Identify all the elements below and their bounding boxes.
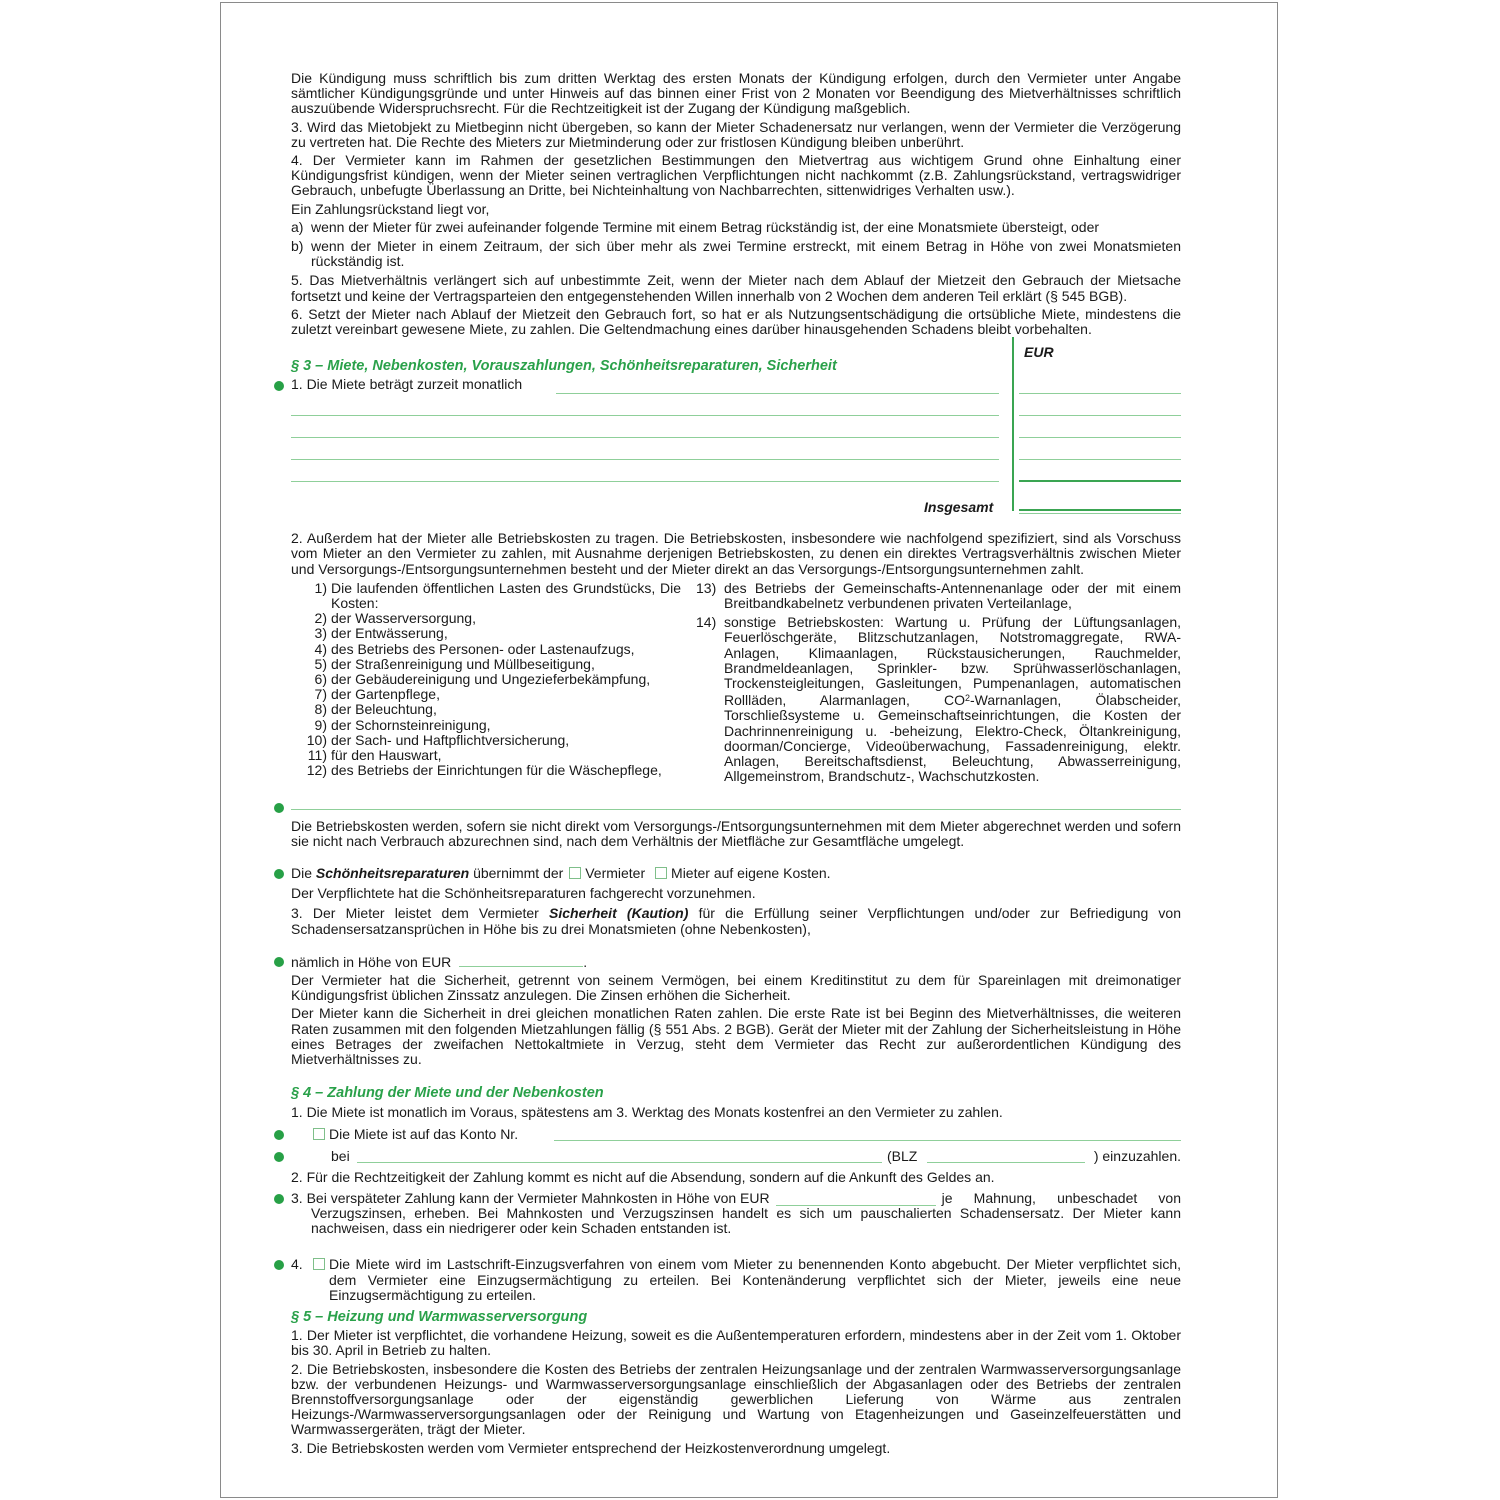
dunning-fee-field[interactable] (776, 1193, 936, 1206)
operating-costs-list (291, 581, 1181, 785)
section-4-heading: § 4 – Zahlung der Miete und der Nebenkosten (291, 1085, 604, 1102)
list-item: 5) der Straßenreinigung und Müllbeseitigung, (314, 655, 595, 672)
paragraph-repairs: Der Verpflichtete hat die Schönheitsreparaturen fachgerecht vorzunehmen. (291, 885, 756, 902)
rent-table (291, 343, 1181, 521)
rent-description-line[interactable] (556, 393, 999, 394)
eur-column-label: EUR (1024, 344, 1054, 361)
bank-row: bei (BLZ ) einzuzahlen. (291, 1149, 1181, 1165)
direct-debit-checkbox[interactable] (313, 1258, 325, 1270)
landlord-checkbox[interactable] (569, 867, 581, 879)
list-item: 13) des Betriebs der Gemeinschafts-Antennenanlage oder der mit einem Breitbandkabelnetz verbundenen privaten Verteilanlage, (696, 579, 1181, 612)
paragraph-5-3: 3. Die Betriebskosten werden vom Vermieter entsprechend der Heizkostenverordnung umgelegt. (291, 1439, 891, 1456)
list-item: 14) sonstige Betriebskosten: Wartung u. Prüfung der Lüftungsanlagen, Feuerlöschgeräte, Blitzschutzanlagen, Notstromaggregate, RWA-Anlagen, Klimaanlagen, Rückstausicherungen, Rauchmelder, Brandmeldeanlagen, Sprinkler- bzw. Sprühwasserlöschanlagen, Trockensteigleitungen, Gasleitungen, Pumpenanlagen, automatischen Rollläden, Alarmanlagen, $CO^2$-Warnanlagen, Ölabscheider, Torschließsysteme u. Gemeinschaftseinrichtungen, die Kosten der Dachrinnenreinigung u. -beheizung, Elektro-Check, Öltankreinigung, doorman/Concierge, Videoüberwachung, Fassadenreinigung, elektr. Anlagen, Bereitschaftsdienst, Beleuchtung, Abwasserreinigung, Allgemeinstrom, Brandschutz-, Wachschutzkosten. (696, 614, 1181, 785)
paragraph-5-1: 1. Der Mieter ist verpflichtet, die vorhandene Heizung, soweit es die Außentemperaturen erfordern, mindestens aber in der Zeit vom 1. Oktober bis 30. April in Betrieb zu halten. (291, 1327, 1181, 1359)
list-item: 12) des Betriebs der Einrichtungen für die Wäschepflege, (306, 762, 662, 779)
paragraph-2-6: 6. Setzt der Mieter nach Ablauf der Mietzeit den Gebrauch fort, so hat er als Nutzungsentschädigung die ortsübliche Miete, mindestens die zuletzt vereinbart gewesene Miete, zu zahlen. Die Geltendmachung eines darüber hinausgehenden Schadens bleibt vorbehalten. (291, 305, 1181, 338)
list-item: 8) der Beleuchtung, (314, 701, 437, 718)
paragraph-2-4: 4. Der Vermieter kann im Rahmen der gesetzlichen Bestimmungen den Mietvertrag aus wichtigem Grund ohne Einhaltung einer Kündigungsfrist kündigen, wenn der Mieter seinen vertraglichen Verpflichtungen nicht nachkommt (z.B. Zahlungsrückstand, vertragswidriger Gebrauch, unbefugte Überlassung an Dritte, bei Nichteinhaltung von Nachbarrechten, sittenwidriges Verhalten usw.). (291, 152, 1181, 199)
extra-costs-line[interactable] (291, 809, 1181, 810)
fill-in-marker (274, 381, 284, 391)
paragraph-3-3: 3. Der Mieter leistet dem Vermieter Sicherheit (Kaution) für die Erfüllung seiner Verpflichtungen und/oder zur Befriedigung von Schadensersatzansprüchen in Höhe bis zu drei Monatsmieten (ohne Nebenkosten), (291, 905, 1181, 937)
list-item: 11) für den Hauswart, (307, 747, 442, 764)
rent-subtotal-line (1019, 480, 1181, 482)
fill-in-marker (274, 1130, 284, 1140)
bank-name-field[interactable] (357, 1162, 882, 1163)
paragraph-4-3: 3. Bei verspäteter Zahlung kann der Vermieter Mahnkosten in Höhe von EUR je Mahnung, unbeschadet von Verzugszinsen, erheben. Bei Mahnkosten und Verzugszinsen handelt es sich um pauschalierten Schadensersatz. Der Mieter kann nachweisen, dass ein niedrigerer oder kein Schaden entstanden ist. (291, 1191, 1181, 1237)
list-item: 1) Die laufenden öffentlichen Lasten des Grundstücks, Die Kosten: (314, 579, 681, 612)
paragraph-4-2: 2. Für die Rechtzeitigkeit der Zahlung kommt es nicht auf die Absendung, sondern auf die Ankunft des Geldes an. (291, 1168, 995, 1185)
fill-in-marker (274, 1260, 284, 1270)
rent-description-line[interactable] (291, 459, 999, 460)
list-item: 3) der Entwässerung, (314, 625, 448, 642)
repairs-row: Die Schönheitsreparaturen übernimmt der Vermieter Mieter auf eigene Kosten. (291, 866, 1181, 881)
paragraph-4-1: 1. Die Miete ist monatlich im Voraus, spätestens am 3. Werktag des Monats kostenfrei an den Vermieter zu zahlen. (291, 1104, 1003, 1121)
table-divider (1012, 337, 1014, 511)
total-label: Insgesamt (924, 499, 994, 516)
operating-costs-left (291, 581, 681, 785)
fill-in-marker (274, 1152, 284, 1162)
paragraph-umlage: Die Betriebskosten werden, sofern sie nicht direkt vom Versorgungs-/Entsorgungsunternehmen mit dem Mieter abgerechnet werden und sofern sie nicht nach Verbrauch abzurechnen sind, nach dem Verhältnis der Mietfläche zur Gesamtfläche umgelegt. (291, 817, 1181, 849)
list-item-b: b) wenn der Mieter in einem Zeitraum, der sich über mehr als zwei Termine erstreckt, mit einem Betrag in Höhe von zwei Monatsmieten rückständig ist. (291, 238, 1181, 270)
account-number-field[interactable] (554, 1140, 1181, 1141)
paragraph-5-2: 2. Die Betriebskosten, insbesondere die Kosten des Betriebs der zentralen Heizungsanlage und der zentralen Warmwasserversorgungsanlage bzw. der verbundenen Heizungs- und Warmwasserversorgungsanlage einschließlich der Abgasanlagen oder des Betriebs der zentralen Brennstoffversorgungsanlage oder der eigenständig gewerblichen Lieferung von Wärme aus zentralen Heizungs-/Warmwasserversorgungsanlagen oder der Reinigung und Wartung von Etagenheizungen und Gaseinzelfeuerstätten und Warmwassergeräten, trägt der Mieter. (291, 1360, 1181, 1438)
list-item: 2) der Wasserversorgung, (314, 610, 476, 627)
account-checkbox[interactable] (313, 1128, 325, 1140)
rent-description-line[interactable] (291, 437, 999, 438)
list-item: 6) der Gebäudereinigung und Ungezieferbekämpfung, (314, 671, 651, 688)
fill-in-marker (274, 1194, 284, 1204)
rent-amount-line[interactable] (1019, 459, 1181, 460)
rent-amount-line[interactable] (1019, 415, 1181, 416)
list-item: 4) des Betriebs des Personen- oder Lastenaufzugs, (314, 640, 635, 657)
paragraph-intro: Die Kündigung muss schriftlich bis zum dritten Werktag des ersten Monats der Kündigung erfolgen, durch den Vermieter unter Angabe sämtlicher Kündigungsgründe und unter Hinweis auf das binnen einer Frist von 2 Monaten vor Beendigung des Mietverhältnisses schriftlich auszuübende Widerspruchsrecht. Für die Rechtzeitigkeit ist der Zugang der Kündigung maßgeblich. (291, 70, 1181, 117)
operating-costs-right (696, 581, 1181, 785)
rent-label: 1. Die Miete beträgt zurzeit monatlich (291, 377, 526, 392)
total-double-line (1019, 513, 1181, 514)
deposit-amount-field[interactable] (459, 954, 583, 967)
paragraph-3-2: 2. Außerdem hat der Mieter alle Betriebskosten zu tragen. Die Betriebskosten, insbesondere wie nachfolgend spezifiziert, sind als Vorschuss vom Mieter an den Vermieter zu zahlen, mit Ausnahme derjenigen Betriebskosten, zu denen ein direktes Vertragsverhältnis zwischen Mieter und Versorgungs-/Entsorgungsunternehmen besteht und der Mieter direkt an das Versorgungs-/Entsorgungsunternehmen zahlt. (291, 530, 1181, 577)
fill-in-marker (274, 869, 284, 879)
list-item: 7) der Gartenpflege, (314, 686, 440, 703)
rent-amount-line[interactable] (1019, 393, 1181, 394)
section-3-heading: § 3 – Miete, Nebenkosten, Vorauszahlungen, Schönheitsreparaturen, Sicherheit (291, 358, 837, 375)
deposit-row: nämlich in Höhe von EUR . (291, 954, 1181, 970)
total-amount-line[interactable] (1019, 509, 1181, 511)
rent-amount-line[interactable] (1019, 437, 1181, 438)
list-item: 9) der Schornsteinreinigung, (314, 716, 491, 733)
rent-description-line[interactable] (291, 481, 999, 482)
document-page (220, 2, 1278, 1498)
bank-code-field[interactable] (927, 1162, 1085, 1163)
fill-in-marker (274, 957, 284, 967)
account-row: Die Miete ist auf das Konto Nr. (291, 1127, 1181, 1143)
rent-description-line[interactable] (291, 415, 999, 416)
section-5-heading: § 5 – Heizung und Warmwasserversorgung (291, 1308, 588, 1325)
contract-text (291, 71, 1181, 1459)
paragraph-2-5: 5. Das Mietverhältnis verlängert sich auf unbestimmte Zeit, wenn der Mieter nach dem Ablauf der Mietzeit den Gebrauch der Mietsache fortsetzt und keine der Vertragsparteien den entgegenstehenden Willen innerhalb von 2 Wochen dem anderen Teil erklärt (§ 545 BGB). (291, 272, 1181, 304)
paragraph-deposit-2: Der Mieter kann die Sicherheit in drei gleichen monatlichen Raten zahlen. Die erste Rate ist bei Beginn des Mietverhältnisses, die weiteren Raten zusammen mit den folgenden Mietzahlungen fällig (§ 551 Abs. 2 BGB). Gerät der Mieter mit der Zahlung der Sicherheitsleistung in Höhe eines Betrages der zweifachen Nettokaltmiete in Verzug, steht dem Vermieter das Recht zur außerordentlichen Kündigung des Mietverhältnisses zu. (291, 1005, 1181, 1067)
paragraph-2-3: 3. Wird das Mietobjekt zu Mietbeginn nicht übergeben, so kann der Mieter Schadenersatz nur verlangen, wenn der Vermieter die Verzögerung zu vertreten hat. Die Rechte des Mieters zur Mietminderung oder zur fristlosen Kündigung bleiben unberührt. (291, 118, 1181, 150)
tenant-checkbox[interactable] (655, 867, 667, 879)
paragraph-deposit-1: Der Vermieter hat die Sicherheit, getrennt von seinem Vermögen, bei einem Kreditinstitut zu dem für Spareinlagen mit dreimonatiger Kündigungsfrist üblichen Zinssatz anzulegen. Die Zinsen erhöhen die Sicherheit. (291, 971, 1181, 1004)
paragraph-rueckstand: Ein Zahlungsrückstand liegt vor, (291, 200, 490, 217)
list-item-a: a) wenn der Mieter für zwei aufeinander folgende Termine mit einem Betrag rückständig ist, der eine Monatsmiete übersteigt, oder (291, 218, 1100, 235)
extra-costs-row (291, 795, 1181, 817)
list-item: 10) der Sach- und Haftpflichtversicherung, (306, 731, 570, 748)
fill-in-marker (274, 803, 284, 813)
paragraph-4-4: 4. Die Miete wird im Lastschrift-Einzugsverfahren von einem vom Mieter zu benennenden Konto abgebucht. Der Mieter verpflichtet sich, dem Vermieter eine Einzugsermächtigung zu erteilen. Bei Kontenänderung verpflichtet sich der Mieter, jeweils eine neue Einzugsermächtigung zu erteilen. (291, 1257, 1181, 1306)
